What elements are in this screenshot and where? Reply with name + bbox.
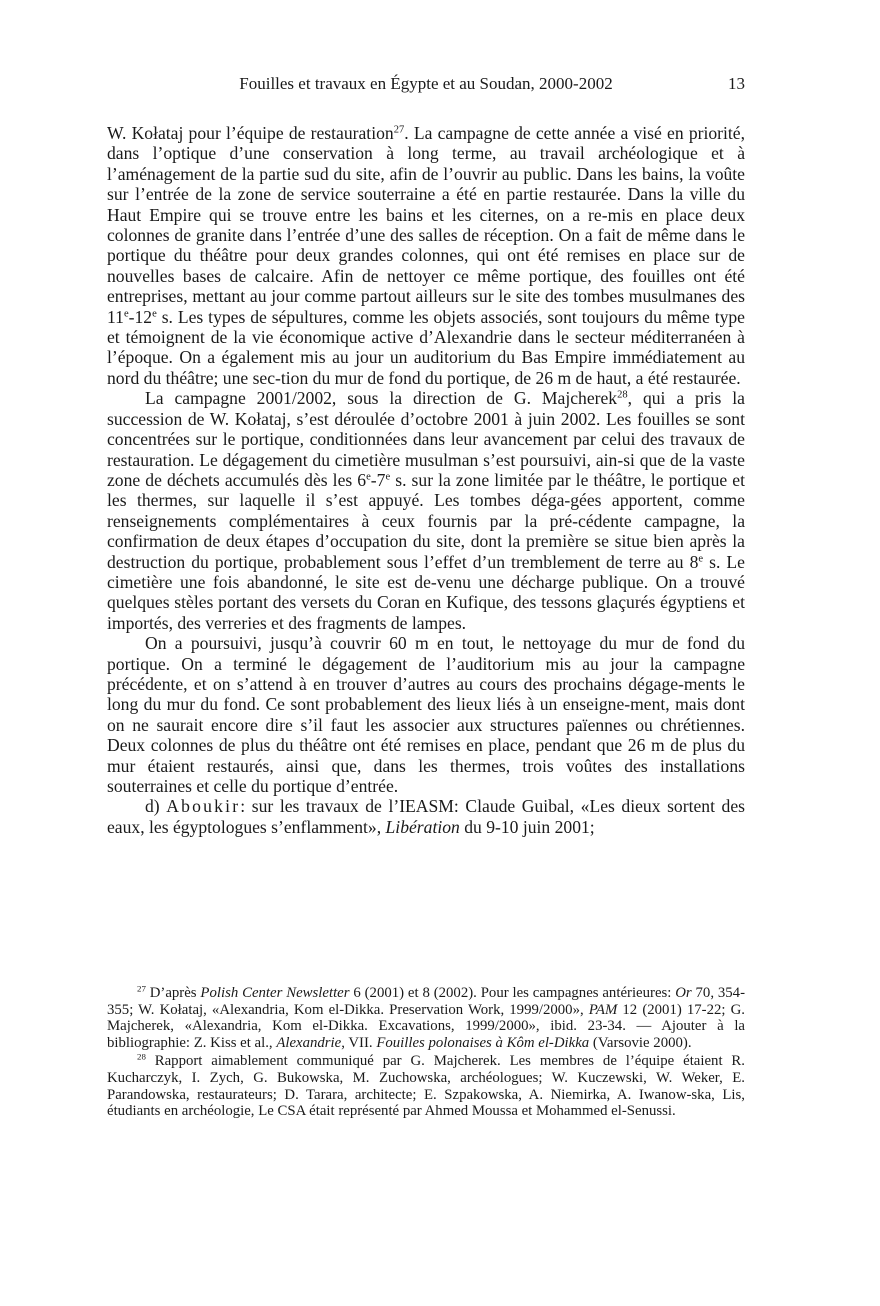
citation-title: Fouilles polonaises à Kôm el-Dikka <box>376 1034 590 1051</box>
footnotes <box>107 985 745 1122</box>
paragraph-1 <box>107 123 745 388</box>
text-run: Rapport aimablement communiqué par G. Majcherek. Les membres de l’équipe étaient R. Kucharczyk, I. Zych, G. Bukowska, M. Zuchowska, archéologues; W. Kuczewski, W. Weker, E. Parandowska, restaurateurs; D. Tarara, architecte; E. Szpakowska, A. Niemirka, A. Iwanow-ska, Lis, étudiants en archéologie, Le CSA était représenté par Ahmed Moussa et Mohammed el-Senussi. <box>107 1053 745 1120</box>
paragraph-4 <box>107 796 745 837</box>
citation-title: PAM <box>588 1001 618 1018</box>
page-number: 13 <box>728 74 745 93</box>
citation-title: Or <box>675 985 692 1001</box>
text-run: , VII. <box>341 1034 377 1051</box>
paragraph-3: On a poursuivi, jusqu’à couvrir 60 m en tout, le nettoyage du mur de fond du portique. On a terminé le dégagement de l’auditorium mis au jour la campagne précédente, et on s’attend à en trouver d’autres au cours des prochains dégage-ments le long du mur du fond. Ce sont probablement des lieux liés à un enseigne-ment, mais dont on ne saurait encore dire s’il faut les associer aux structures païennes ou chrétiennes. Deux colonnes de plus du théâtre ont été remises en place, pendant que 26 m de plus du mur étaient restaurés, ainsi que, dans les thermes, trois voûtes des installations souterraines et celle du portique d’entrée. <box>107 633 745 796</box>
text-run: du 9-10 juin 2001; <box>459 816 595 837</box>
footnote-ref-27: 27 <box>393 124 405 136</box>
citation-title: Alexandrie <box>276 1034 342 1051</box>
footnote-28 <box>107 1053 745 1119</box>
footnote-27 <box>107 985 745 1051</box>
text-run: 70, 354-355; W. Kołataj, «Alexandria, Kom el-Dikka. Preservation Work, 1999/2000», <box>107 985 746 1018</box>
text-run: La campagne 2001/2002, sous la direction de G. Majcherek <box>145 388 618 409</box>
journal-title: Libération <box>385 816 460 837</box>
text-run: s. sur la zone limitée par le théâtre, le portique et les thermes, sur laquelle il s’est appuyé. Les tombes déga-gées apportent, comme renseignements complémentaires à ceux fournis par la pré-cédente campagne, la confirmation de deux étapes d’occupation du site, dont la première se situe bien après la destruction du portique, probablement sous l’effet d’un tremblement de terre au 8 <box>107 469 745 572</box>
text-run: s. Les types de sépultures, comme les objets associés, sont toujours du même type et témoignent de la vie économique active d’Alexandrie dans le secteur méditerranéen à l’époque. On a également mis au jour un auditorium du Bas Empire immédiatement au nord du théâtre; une sec-tion du mur de fond du portique, de 26 m de haut, a été restaurée. <box>107 306 745 388</box>
text-run: , qui a pris la succession de W. Kołataj, s’est déroulée d’octobre 2001 à juin 2002. Les fouilles se sont concentrées sur le portique, conditionnées dans leur avancement par celui des travaux de restauration. Le dégagement du cimetière musulman s’est poursuivi, ain-si que de la vaste zone de déchets accumulés dès les 6 <box>107 388 745 490</box>
text-run: W. Kołataj pour l’équipe de restauration <box>107 123 394 143</box>
text-run: D’après <box>145 985 201 1001</box>
footnote-ref-28: 28 <box>617 389 628 401</box>
text-run: 6 (2001) et 8 (2002). Pour les campagnes antérieures: <box>349 985 676 1001</box>
footnote-number: 28 <box>137 1052 146 1063</box>
superscript: e <box>123 308 129 320</box>
text-run: 12 (2001) 17-22; G. Majcherek, «Alexandria, Kom el-Dikka. Excavations, 1999/2000», ibid. 23-34. — Ajouter à la bibliographie: Z. Kiss et al., <box>107 1001 746 1051</box>
text-run: -7 <box>370 469 386 490</box>
superscript: e <box>152 308 157 320</box>
superscript: e <box>698 553 704 565</box>
site-name: Aboukir <box>166 796 241 817</box>
footnote-number: 27 <box>137 983 146 994</box>
superscript: e <box>366 471 371 483</box>
paragraph-2 <box>107 388 745 633</box>
text-run: -12 <box>128 306 153 327</box>
running-title: Fouilles et travaux en Égypte et au Soudan, 2000-2002 <box>239 74 613 93</box>
running-header <box>107 74 745 98</box>
item-label: d) <box>145 796 160 817</box>
text-run: : sur les travaux de l’IEASM: Claude Guibal, «Les dieux sortent des eaux, les égyptologues s’enflamment», <box>107 796 745 837</box>
superscript: e <box>385 471 391 483</box>
text-run: (Varsovie 2000). <box>589 1034 692 1051</box>
citation-title: Polish Center Newsletter <box>200 985 350 1001</box>
text-run: . La campagne de cette année a visé en priorité, dans l’optique d’une conservation à long terme, au travail archéologique et à l’aménagement de la partie sud du site, afin de l’ouvrir au public. Dans les bains, la voûte sur l’entrée de la zone de service souterraine a été en partie restaurée. Dans la ville du Haut Empire qui se trouve entre les bains et les citernes, on a re-mis en place deux colonnes de granite dans l’entrée d’une des salles de réception. On a fait de même dans le portique du théâtre pour deux grandes colonnes, qui ont été remises en place sur de nouvelles bases de calcaire. Afin de nettoyer ce même portique, des fouilles ont été entreprises, mettant au jour comme partout ailleurs sur le site des tombes musulmanes des 11 <box>107 123 745 327</box>
text-run: s. Le cimetière une fois abandonné, le site est de-venu une décharge publique. On a trouvé quelques stèles portant des versets du Coran en Kufique, des tessons glaçurés égyptiens et importés, des verreries et des fragments de lampes. <box>107 551 745 633</box>
body-text <box>107 123 745 837</box>
